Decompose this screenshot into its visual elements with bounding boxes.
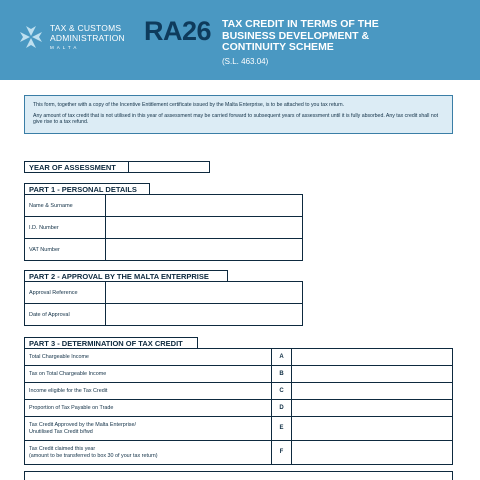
notice-paragraph: This form, together with a copy of the Incentive Entitlement certificate issued by the Malta Enterprise, is to be attached to you tax return. — [33, 102, 345, 108]
instructions-notice — [24, 95, 453, 134]
total-chargeable-income-label — [25, 349, 272, 366]
tax-credit-claimed-label — [25, 441, 272, 465]
table-row — [25, 417, 453, 441]
box-f-input[interactable] — [292, 441, 453, 465]
part1-heading: PART 1 - PERSONAL DETAILS — [24, 183, 150, 194]
date-of-approval-input[interactable] — [106, 304, 303, 326]
logo-text-tax-customs: TAX & CUSTOMS — [50, 23, 122, 33]
form-header — [0, 0, 480, 80]
table-row — [25, 349, 453, 366]
tax-on-total-chargeable-income-label — [25, 366, 272, 383]
legal-reference: (S.L. 463.04) — [222, 57, 269, 66]
table-row — [25, 195, 303, 217]
table-row — [25, 304, 303, 326]
personal-details-table — [24, 194, 303, 261]
table-row — [25, 400, 453, 417]
form-title-line: TAX CREDIT IN TERMS OF THE — [222, 18, 379, 30]
date-of-approval-label: Date of Approval — [25, 304, 106, 326]
table-row — [25, 383, 453, 400]
part2-heading: PART 2 - APPROVAL BY THE MALTA ENTERPRISE — [24, 270, 228, 281]
vat-number-label: VAT Number — [25, 239, 106, 261]
table-row — [25, 239, 303, 261]
tax-credit-table — [24, 348, 453, 465]
approval-reference-input[interactable] — [106, 282, 303, 304]
row-label-subtext: (amount to be transferred to box 30 of your tax return) — [29, 452, 158, 459]
name-surname-label: Name & Surname — [25, 195, 106, 217]
part3-heading: PART 3 - DETERMINATION OF TAX CREDIT — [24, 337, 198, 348]
notice-paragraph: Any amount of tax credit that is not utilised in this year of assessment may be carried forward to subsequent years of assessment until it is fully absorbed. Any tax credit shall not give rise to a tax refund. — [33, 112, 439, 126]
table-row — [25, 282, 303, 304]
box-b-input[interactable] — [292, 366, 453, 383]
eligible-income-label — [25, 383, 272, 400]
row-label-text: Tax on Total Chargeable Income — [29, 370, 107, 377]
vat-number-input[interactable] — [106, 239, 303, 261]
box-letter-c: C — [272, 383, 292, 400]
id-number-input[interactable] — [106, 217, 303, 239]
row-label-text: Proportion of Tax Payable on Trade — [29, 404, 114, 411]
table-row — [25, 217, 303, 239]
row-label-subtext: Unutilised Tax Credit b/fwd — [29, 428, 93, 435]
maltese-cross-icon — [18, 24, 44, 50]
approval-table — [24, 281, 303, 326]
box-c-input[interactable] — [292, 383, 453, 400]
tax-customs-logo — [18, 20, 128, 60]
row-label-text: Income eligible for the Tax Credit — [29, 387, 108, 394]
table-row — [25, 366, 453, 383]
proportion-tax-payable-label — [25, 400, 272, 417]
box-letter-d: D — [272, 400, 292, 417]
box-letter-f: F — [272, 441, 292, 465]
year-of-assessment-label: YEAR OF ASSESSMENT — [25, 162, 129, 172]
form-title-line: BUSINESS DEVELOPMENT & — [222, 29, 370, 42]
row-label-text: Tax Credit claimed this year — [29, 446, 96, 453]
box-a-input[interactable] — [292, 349, 453, 366]
name-surname-input[interactable] — [106, 195, 303, 217]
approval-reference-label: Approval Reference — [25, 282, 106, 304]
logo-text-administration: ADMINISTRATION — [50, 33, 125, 43]
box-e-input[interactable] — [292, 417, 453, 441]
row-label-text: Total Chargeable Income — [29, 353, 89, 360]
id-number-label: I.D. Number — [25, 217, 106, 239]
form-title-line: CONTINUITY SCHEME — [222, 41, 334, 53]
form-code: RA26 — [144, 16, 212, 46]
row-label-text: Tax Credit Approved by the Malta Enterprise/ — [29, 422, 136, 429]
next-section-box — [24, 471, 453, 480]
tax-credit-approved-label — [25, 417, 272, 441]
box-d-input[interactable] — [292, 400, 453, 417]
form-title — [222, 19, 462, 54]
box-letter-e: E — [272, 417, 292, 441]
logo-text-malta: MALTA — [50, 45, 80, 50]
box-letter-b: B — [272, 366, 292, 383]
year-of-assessment-field[interactable] — [24, 161, 210, 173]
box-letter-a: A — [272, 349, 292, 366]
table-row — [25, 441, 453, 465]
